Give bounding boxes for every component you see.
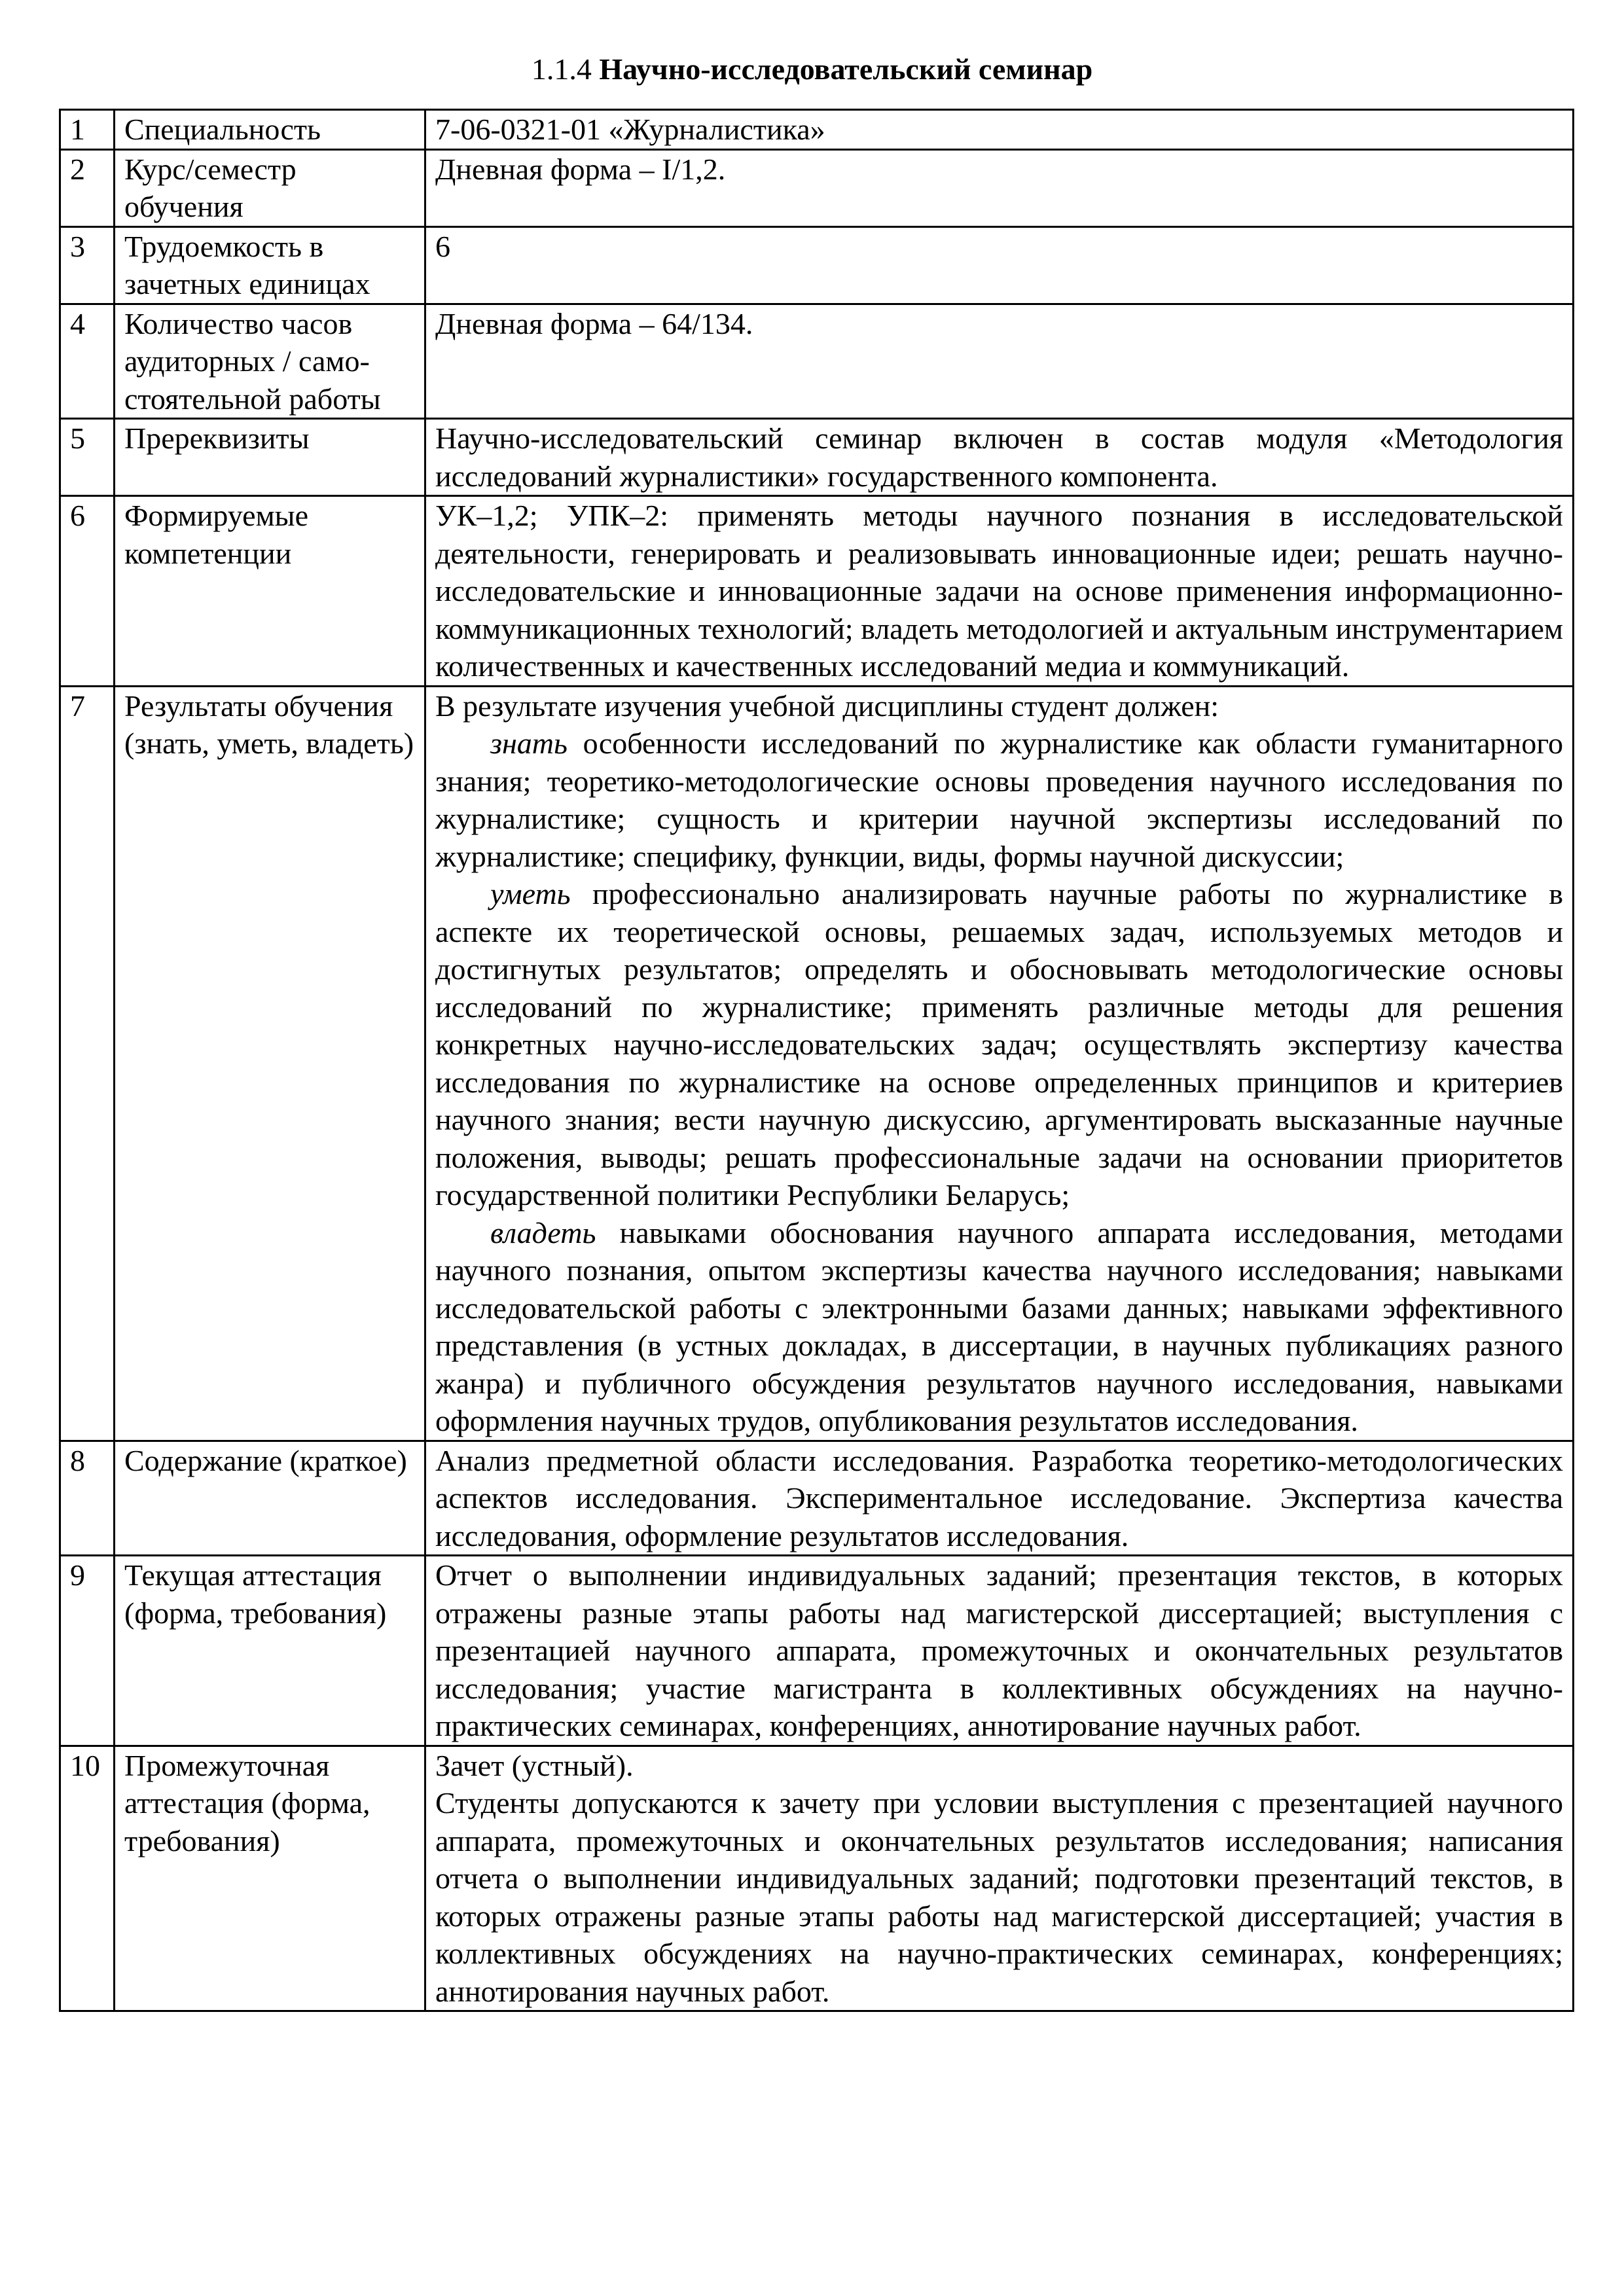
own-term: владеть [490,1215,596,1249]
row-value [425,149,1574,226]
row-number: 7 [60,686,115,1441]
value-text: Научно-исследовательский семинар включен в состав модуля «Методология исследований журналистики» государственного компонента. [435,422,1563,493]
row-value [425,226,1574,304]
row-value [425,686,1574,1441]
page-title [0,51,1624,88]
row-value [425,1556,1574,1746]
table-row [60,686,1574,1441]
can-text: профессионально анализировать научные работы по журналистике в аспекте их теоретической основы, решаемых задач, используемых методов и достигнутых результатов; определять и обосновывать методологические основы исследований по журналистике; применять различные методы для решения конкретных научно-исследовательских задач; осуществлять экспертизу качества исследования по журналистике на основе определенных принципов и критериев научного знания; вести научную дискуссию, аргументировать высказанные научные положения, выводы; решать профессиональные задачи на основании приоритетов государственной политики Республики Беларусь; [435,877,1563,1211]
row-value [425,1746,1574,2011]
table-row [60,419,1574,496]
row-value [425,419,1574,496]
results-own [435,1214,1563,1440]
row-value [425,304,1574,419]
row-label: Промежуточная аттестация (форма, требования) [115,1746,425,2011]
section-number: 1.1.4 [531,52,592,86]
row-number: 8 [60,1441,115,1556]
row-number: 4 [60,304,115,419]
exam-requirements: Студенты допускаются к зачету при условии выступления с презентацией научного аппарата, промежуточных и окончательных результатов исследования; написания отчета о выполнении индивидуальных заданий; подготовки презентаций текстов, в которых отражены разные этапы работы над магистерской диссертацией; участия в коллективных обсуждениях на научно-практических семинарах, конференциях; аннотирования научных работ. [435,1786,1563,2008]
table-row [60,1746,1574,2011]
row-number: 1 [60,110,115,150]
row-label: Курс/семестр обучения [115,149,425,226]
row-label: Содержание (краткое) [115,1441,425,1556]
row-number: 5 [60,419,115,496]
row-label: Результаты обучения (знать, уметь, владеть) [115,686,425,1441]
row-label: Количество часов аудиторных / само-стоятельной работы [115,304,425,419]
table-row [60,304,1574,419]
row-label: Пререквизиты [115,419,425,496]
row-value [425,1441,1574,1556]
table-row [60,496,1574,687]
know-term: знать [490,726,568,760]
row-label: Трудоемкость в зачетных единицах [115,226,425,304]
row-number: 2 [60,149,115,226]
course-description-table [59,109,1574,2012]
table-row [60,1441,1574,1556]
results-intro: В результате изучения учебной дисциплины студент должен: [435,689,1219,723]
row-number: 9 [60,1556,115,1746]
value-text: 6 [435,229,450,263]
can-term: уметь [490,877,571,910]
table-row [60,1556,1574,1746]
value-text: Анализ предметной области исследования. Разработка теоретико-методологических аспектов исследования. Экспериментальное исследование. Экспертиза качества исследования, оформление результатов исследования. [435,1443,1563,1552]
section-title: Научно-исследовательский семинар [599,52,1093,86]
table-row [60,110,1574,150]
exam-form: Зачет (устный). [435,1748,634,1782]
table-row [60,149,1574,226]
row-number: 3 [60,226,115,304]
results-can [435,875,1563,1214]
value-text: 7-06-0321-01 «Журналистика» [435,113,825,146]
row-number: 10 [60,1746,115,2011]
row-label: Специальность [115,110,425,150]
row-label: Текущая аттестация (форма, требования) [115,1556,425,1746]
value-text: Дневная форма – 64/134. [435,306,753,340]
row-label: Формируемые компетенции [115,496,425,687]
value-text: УК–1,2; УПК–2: применять методы научного познания в исследовательской деятельности, генерировать и реализовывать инновационные идеи; решать научно-исследовательские и инновационные задачи на основе применения информационно-коммуникационных технологий; владеть методологией и актуальным инструментарием количественных и качественных исследований медиа и коммуникаций. [435,499,1563,683]
results-know [435,725,1563,875]
know-text: особенности исследований по журналистике как области гуманитарного знания; теоретико-методологические основы проведения научного исследования по журналистике; сущность и критерии научной экспертизы исследований по журналистике; специфику, функции, виды, формы научной дискуссии; [435,726,1563,873]
row-number: 6 [60,496,115,687]
table-row [60,226,1574,304]
row-value [425,496,1574,687]
row-value [425,110,1574,150]
value-text: Отчет о выполнении индивидуальных заданий; презентация текстов, в которых отражены разные этапы работы над магистерской диссертацией; выступления с презентацией научного аппарата, промежуточных и окончательных результатов исследования; участие магистранта в коллективных обсуждениях на научно-практических семинарах, конференциях, аннотирование научных работ. [435,1558,1563,1742]
own-text: навыками обоснования научного аппарата исследования, методами научного познания, опытом экспертизы качества научного исследования; навыками исследовательской работы с электронными базами данных; навыками эффективного представления (в устных докладах, в диссертации, в научных публикациях разного жанра) и публичного обсуждения результатов научного исследования, навыками оформления научных трудов, опубликования результатов исследования. [435,1215,1563,1437]
value-text: Дневная форма – I/1,2. [435,152,726,186]
